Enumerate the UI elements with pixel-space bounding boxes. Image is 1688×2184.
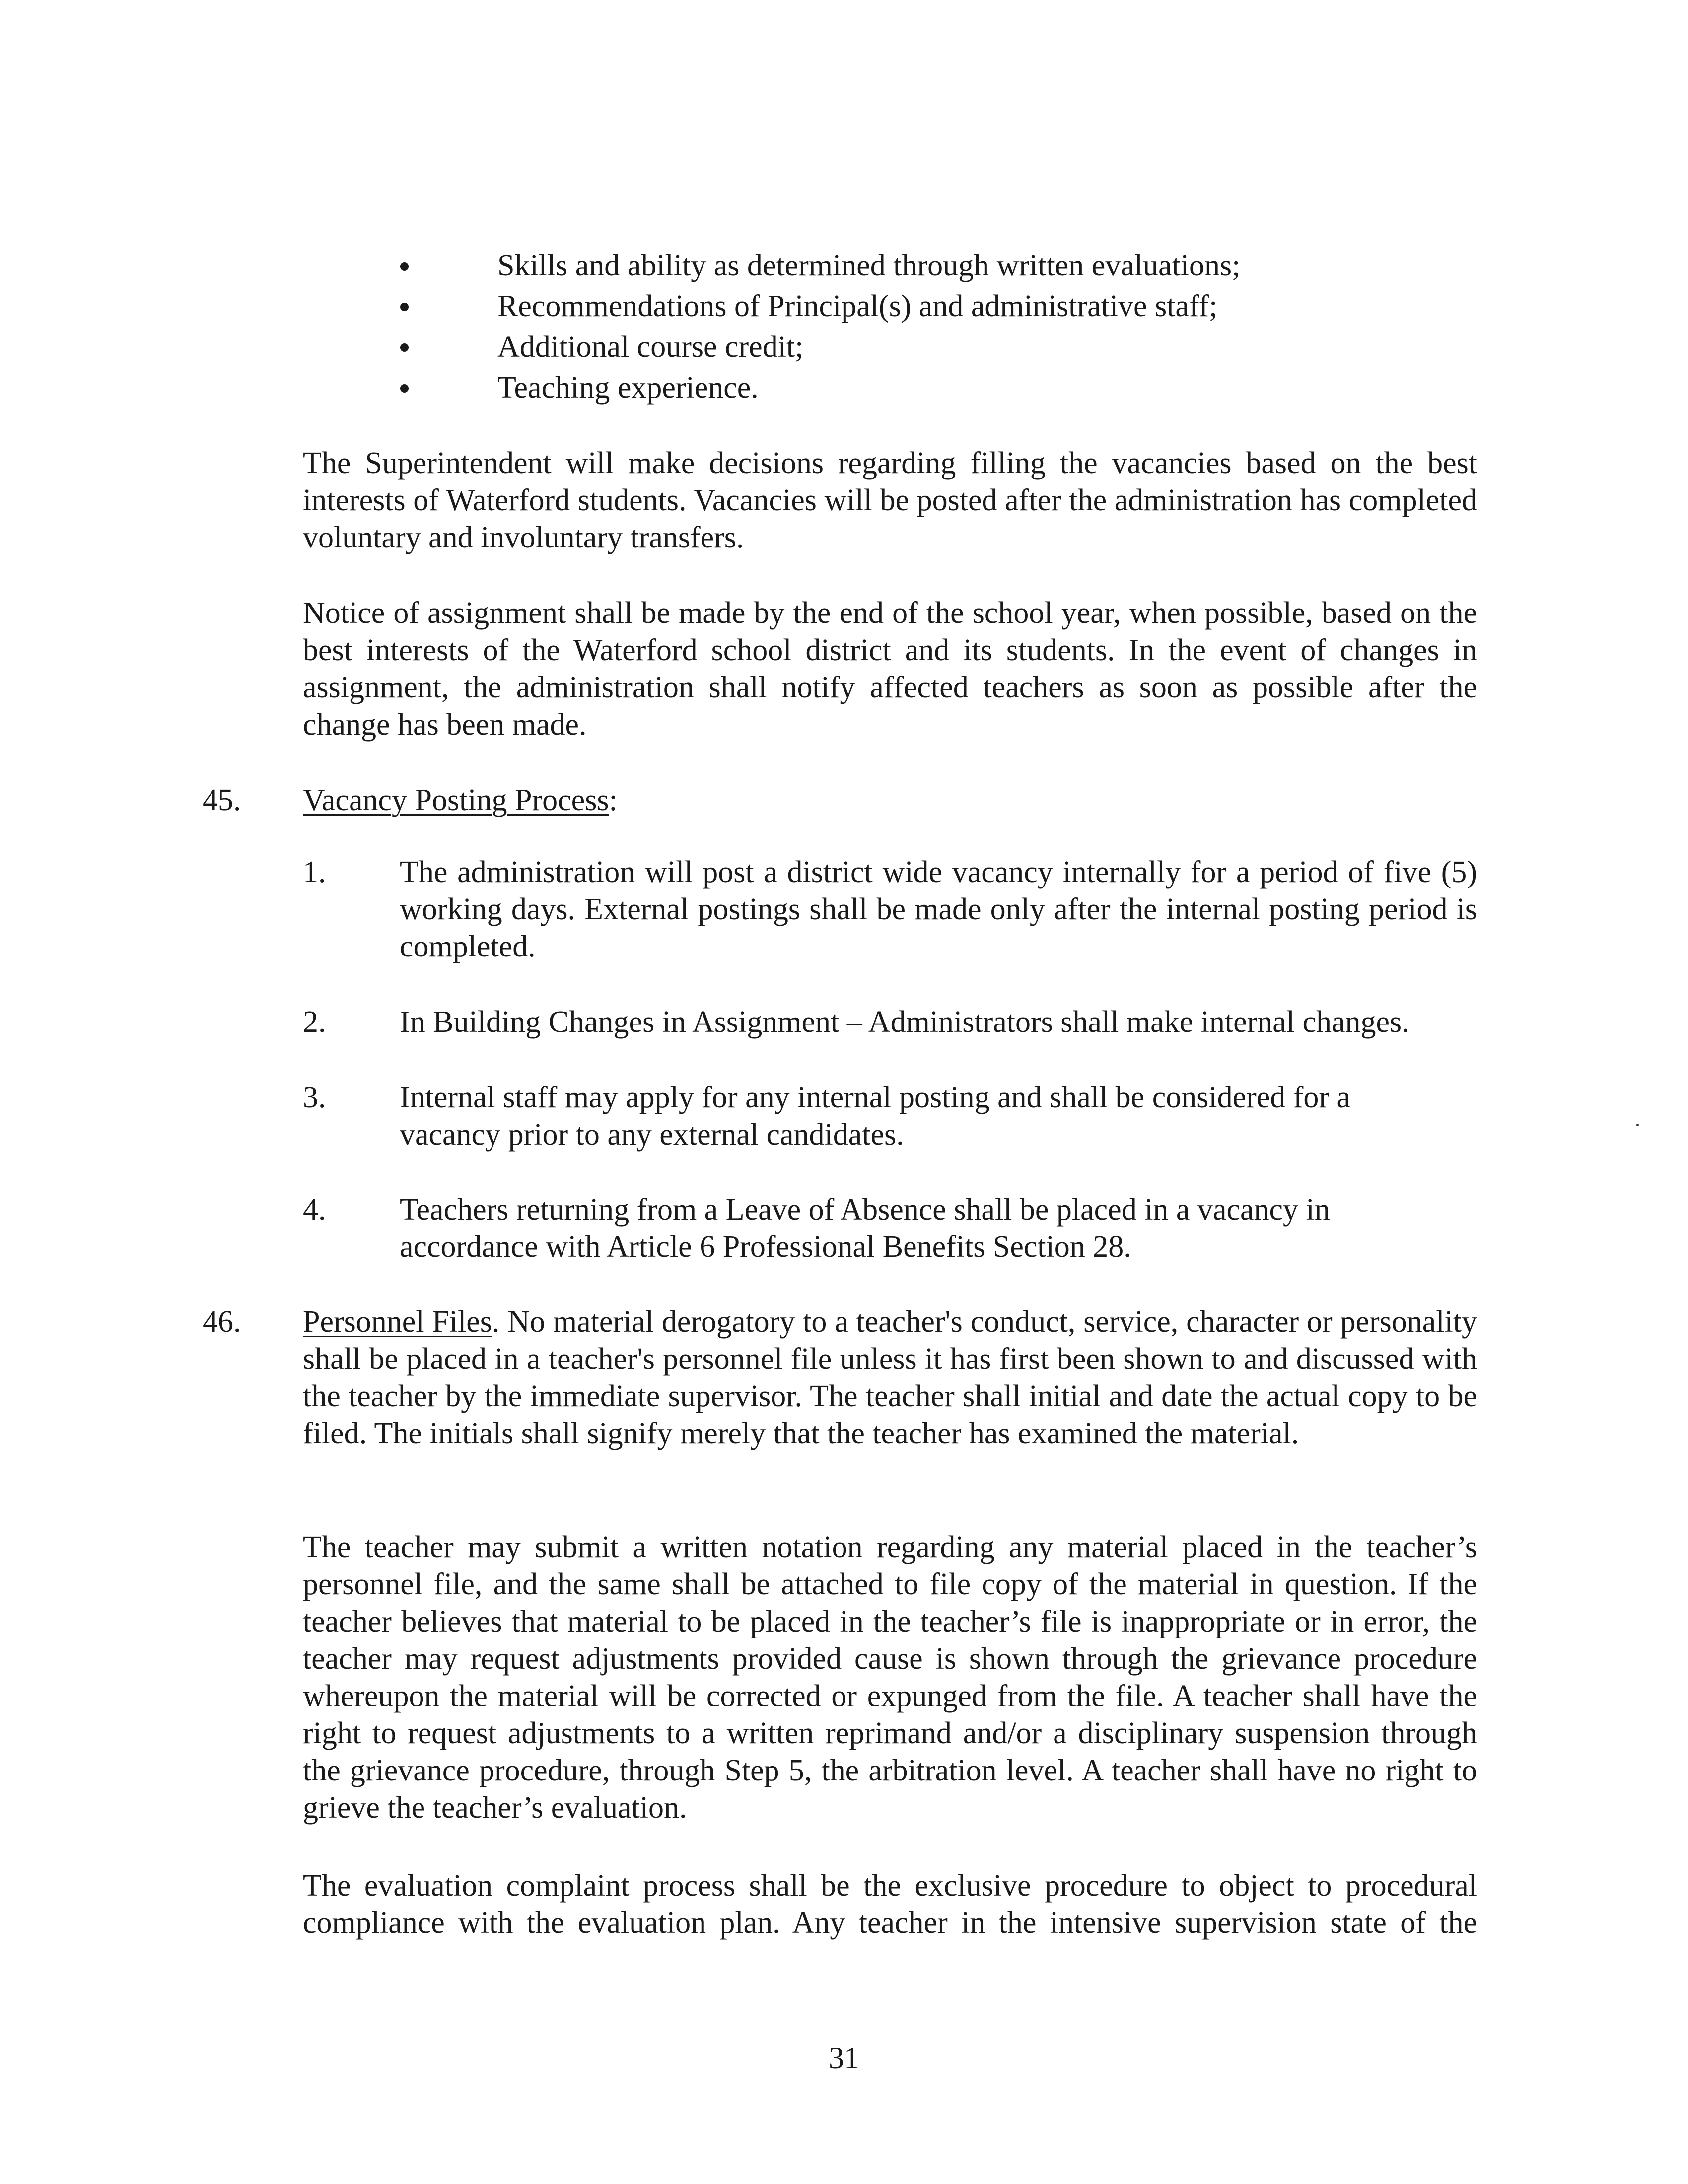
section-heading: [303, 782, 618, 819]
page-number: 31: [829, 2042, 859, 2075]
scan-speck: [1636, 1124, 1639, 1126]
item-number: 1.: [303, 855, 326, 889]
item-number: 2.: [303, 1005, 326, 1039]
superintendent-paragraph: The Superintendent will make decisions regarding filling the vacancies based on the best interests of Waterford students. Vacancies will be posted after the administration has completed voluntary and involuntary transfers.: [303, 446, 1477, 554]
bullet-icon: [400, 303, 409, 311]
section-number: 45.: [203, 783, 241, 817]
item-number: 4.: [303, 1193, 326, 1227]
personnel-files-paragraph: [303, 1303, 1477, 1452]
bullet-icon: [400, 384, 409, 393]
section-heading-text: Personnel Files: [303, 1305, 492, 1339]
section-heading-suffix: :: [609, 783, 618, 817]
section-number: 46.: [203, 1305, 241, 1339]
bullet-item: Recommendations of Principal(s) and administrative staff;: [497, 289, 1218, 323]
bullet-item: Teaching experience.: [497, 371, 759, 405]
notice-paragraph: Notice of assignment shall be made by the end of the school year, when possible, based on the best interests of the Waterford school district and its students. In the event of changes in assignment, the administration shall notify affected teachers as soon as possible after the change has been made.: [303, 596, 1477, 742]
bullet-icon: [400, 343, 409, 352]
section-heading-suffix: .: [492, 1305, 500, 1339]
item-number: 3.: [303, 1081, 326, 1114]
vacancy-item: The administration will post a district wide vacancy internally for a period of five (5) working days. External postings shall be made only after the internal posting period is completed.: [400, 855, 1477, 963]
complaint-paragraph: The evaluation complaint process shall be the exclusive procedure to object to procedural compliance with the evaluation plan. Any teacher in the intensive supervision state of the: [303, 1869, 1477, 1940]
bullet-icon: [400, 262, 409, 271]
vacancy-item: Teachers returning from a Leave of Absence shall be placed in a vacancy in accordance with Article 6 Professional Benefits Section 28.: [400, 1193, 1330, 1264]
personnel-files-text: No material derogatory to a teacher's conduct, service, character or personality shall be placed in a teacher's personnel file unless it has first been shown to and discussed with the teacher by the immediate supervisor. The teacher shall initial and date the actual copy to be filed. The initials shall signify merely that the teacher has examined the material.: [303, 1305, 1477, 1450]
vacancy-item: Internal staff may apply for any internal posting and shall be considered for a vacancy prior to any external candidates.: [400, 1081, 1351, 1152]
notation-paragraph: The teacher may submit a written notation regarding any material placed in the teacher’s personnel file, and the same shall be attached to file copy of the material in question. If the teacher believes that material to be placed in the teacher’s file is inappropriate or in error, the teacher may request adjustments provided cause is shown through the grievance procedure whereupon the material will be corrected or expunged from the file. A teacher shall have the right to request adjustments to a written reprimand and/or a disciplinary suspension through the grievance procedure, through Step 5, the arbitration level. A teacher shall have no right to grieve the teacher’s evaluation.: [303, 1530, 1477, 1825]
vacancy-item: In Building Changes in Assignment – Administrators shall make internal changes.: [400, 1005, 1409, 1039]
bullet-item: Skills and ability as determined through written evaluations;: [497, 249, 1241, 282]
section-heading-text: Vacancy Posting Process: [303, 783, 609, 817]
bullet-item: Additional course credit;: [497, 330, 804, 364]
